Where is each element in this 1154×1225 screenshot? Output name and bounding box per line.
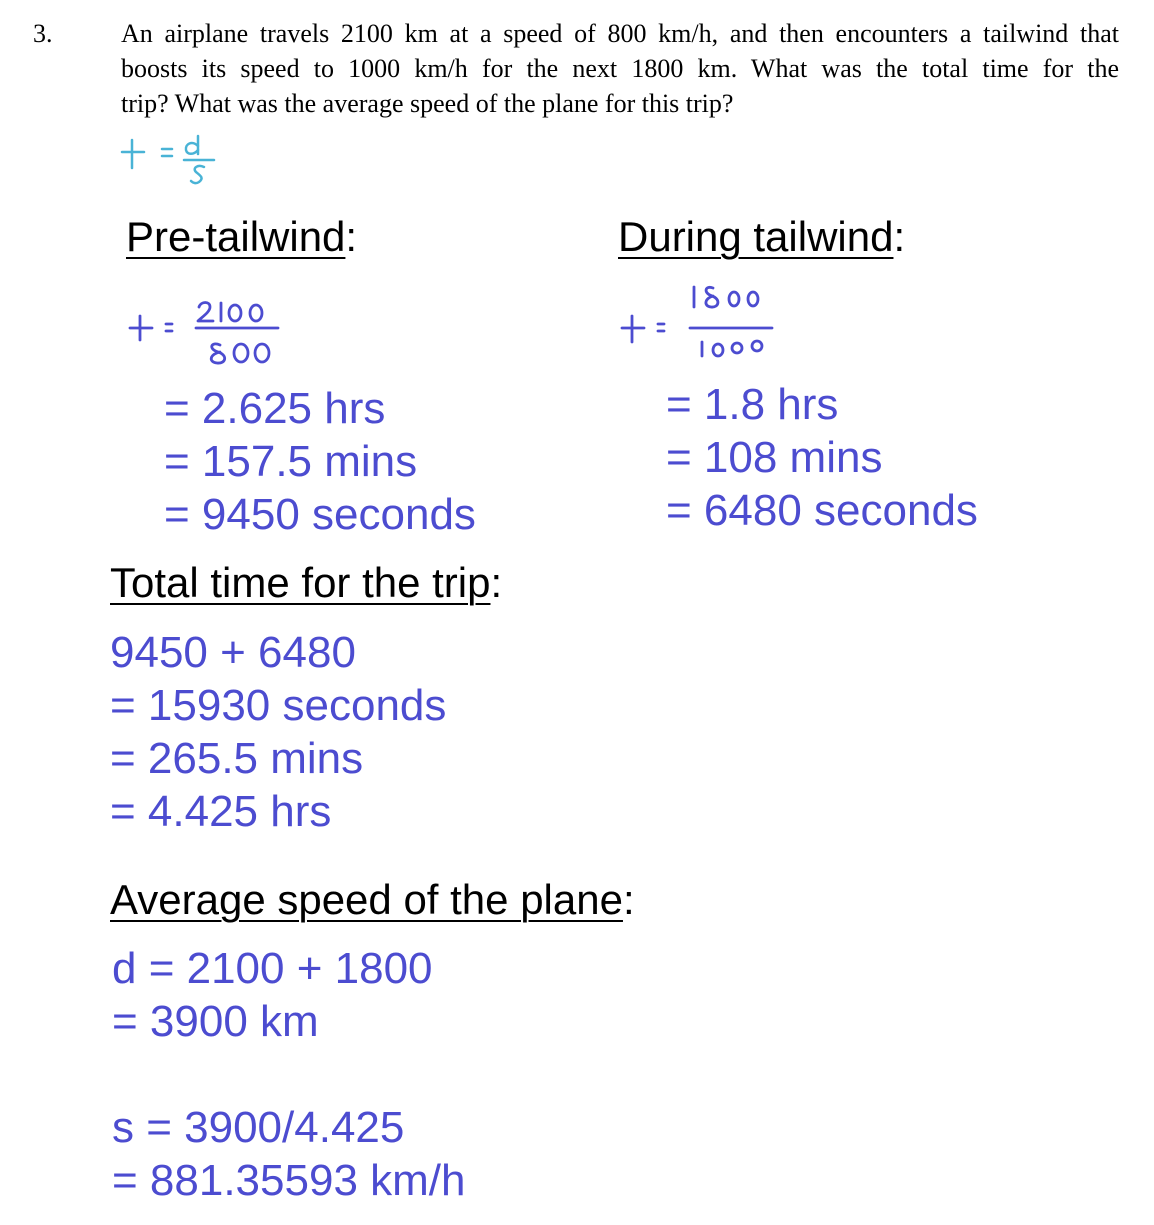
speed-result: = 881.35593 km/h xyxy=(112,1156,466,1205)
question-line-1: An airplane travels 2100 km at a speed of 800 km/h, and then encounters a tailwind that xyxy=(121,19,1119,48)
average-speed-heading xyxy=(110,876,635,924)
during-tailwind-results xyxy=(666,378,978,537)
total-time-results xyxy=(110,626,446,838)
handwritten-pre-fraction xyxy=(124,292,294,374)
pre-denominator-800 xyxy=(211,344,269,363)
question-line-3: trip? What was the average speed of the plane for this trip? xyxy=(121,89,734,118)
pre-result-seconds: = 9450 seconds xyxy=(164,490,476,539)
question-text xyxy=(121,16,1119,121)
distance-sum: d = 2100 + 1800 xyxy=(112,944,433,993)
distance-calculation xyxy=(112,942,433,1048)
speed-division: s = 3900/4.425 xyxy=(112,1103,405,1152)
pre-tailwind-results xyxy=(164,382,476,541)
during-tailwind-heading xyxy=(618,213,905,261)
total-mins: = 265.5 mins xyxy=(110,734,364,783)
formula-equals xyxy=(162,149,172,156)
pre-numerator-2100 xyxy=(198,303,262,322)
during-tailwind-title: During tailwind xyxy=(618,213,894,260)
question-number: 3. xyxy=(33,19,53,48)
pre-tailwind-title: Pre-tailwind xyxy=(126,213,346,260)
during-tailwind-colon: : xyxy=(893,213,906,260)
total-hrs: = 4.425 hrs xyxy=(110,787,332,836)
total-time-title: Total time for the trip xyxy=(110,559,491,606)
total-time-heading xyxy=(110,559,502,607)
during-t xyxy=(622,316,644,342)
pre-t xyxy=(130,316,152,340)
pre-tailwind-heading xyxy=(126,213,357,261)
average-speed-title: Average speed of the plane xyxy=(110,876,623,923)
pre-tailwind-colon: : xyxy=(345,213,358,260)
during-denominator-1000 xyxy=(702,341,762,356)
pre-result-mins: = 157.5 mins xyxy=(164,437,418,486)
during-result-hrs: = 1.8 hrs xyxy=(666,380,839,429)
handwritten-during-fraction xyxy=(616,278,786,368)
total-sum: 9450 + 6480 xyxy=(110,628,356,677)
pre-equals xyxy=(166,324,172,331)
pre-result-hrs: = 2.625 hrs xyxy=(164,384,386,433)
formula-s xyxy=(191,166,204,183)
question-line-2: boosts its speed to 1000 km/h for the next 1800 km. What was the total time for the xyxy=(121,54,1119,83)
during-equals xyxy=(658,324,664,331)
average-speed-colon: : xyxy=(622,876,635,923)
during-result-seconds: = 6480 seconds xyxy=(666,486,978,535)
distance-total: = 3900 km xyxy=(112,997,319,1046)
during-numerator-1800 xyxy=(694,287,758,307)
formula-d xyxy=(186,136,198,154)
handwritten-formula xyxy=(118,132,228,192)
total-seconds: = 15930 seconds xyxy=(110,681,447,730)
formula-t xyxy=(122,140,144,168)
total-time-colon: : xyxy=(490,559,503,606)
during-result-mins: = 108 mins xyxy=(666,433,883,482)
speed-calculation xyxy=(112,1101,465,1207)
